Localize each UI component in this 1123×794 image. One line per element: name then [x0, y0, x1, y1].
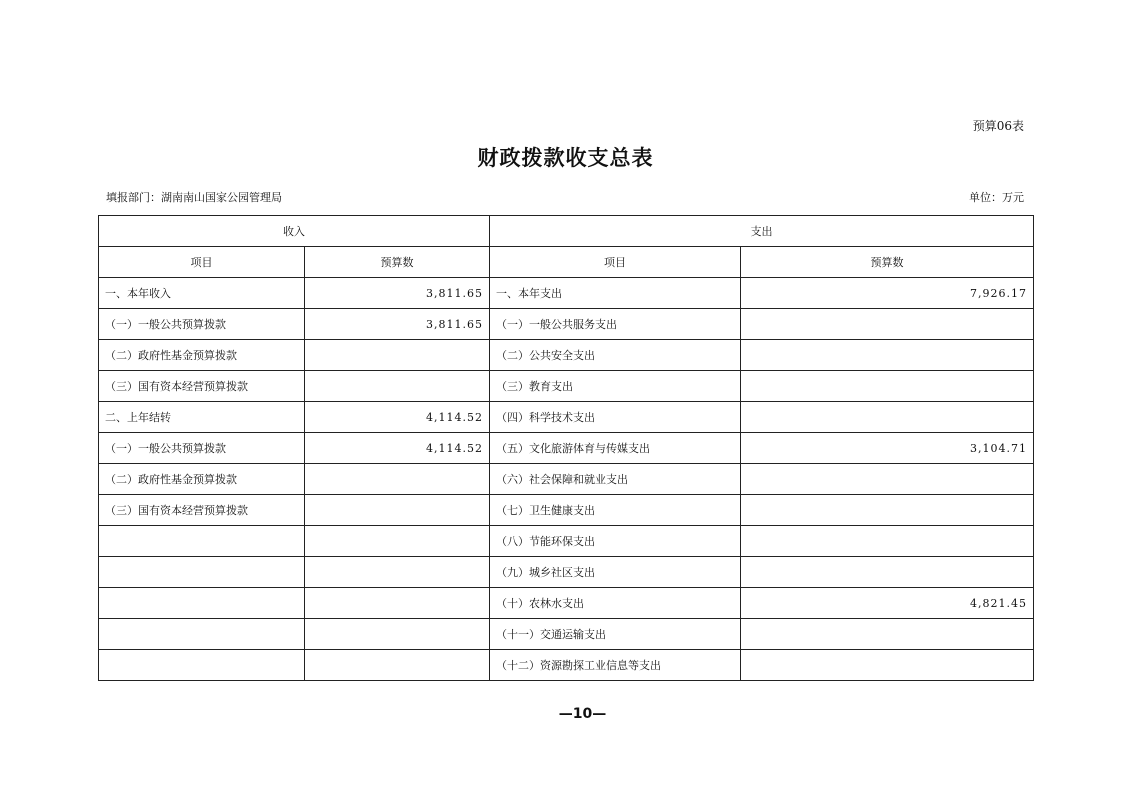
income-amount-cell	[305, 557, 490, 588]
reporting-department: 填报部门：湖南南山国家公园管理局	[106, 191, 282, 204]
expense-item-cell: （二）公共安全支出	[490, 340, 741, 371]
expense-amount-cell: 3,104.71	[741, 433, 1034, 464]
income-item-cell	[99, 650, 305, 681]
table-row	[99, 402, 1034, 433]
income-amount-cell	[305, 495, 490, 526]
table-row	[99, 371, 1034, 402]
expense-item-cell: （十）农林水支出	[490, 588, 741, 619]
expense-amount-cell	[741, 619, 1034, 650]
income-amount-header: 预算数	[305, 247, 490, 278]
income-amount-cell: 3,811.65	[305, 278, 490, 309]
income-amount-cell	[305, 371, 490, 402]
income-amount-cell	[305, 588, 490, 619]
expense-amount-cell: 4,821.45	[741, 588, 1034, 619]
income-amount-cell	[305, 650, 490, 681]
table-row	[99, 495, 1034, 526]
expense-item-cell: （一）一般公共服务支出	[490, 309, 741, 340]
expense-amount-cell	[741, 495, 1034, 526]
expense-amount-header: 预算数	[741, 247, 1034, 278]
income-item-cell: （二）政府性基金预算拨款	[99, 464, 305, 495]
expense-item-cell: （七）卫生健康支出	[490, 495, 741, 526]
income-amount-cell	[305, 464, 490, 495]
expense-item-header: 项目	[490, 247, 741, 278]
income-section-header: 收入	[99, 216, 490, 247]
table-row	[99, 526, 1034, 557]
income-amount-cell: 3,811.65	[305, 309, 490, 340]
table-row	[99, 588, 1034, 619]
expense-item-cell: （五）文化旅游体育与传媒支出	[490, 433, 741, 464]
expense-item-cell: （十一）交通运输支出	[490, 619, 741, 650]
table-row	[99, 619, 1034, 650]
column-header-row	[99, 247, 1034, 278]
expense-item-cell: （三）教育支出	[490, 371, 741, 402]
expense-amount-cell: 7,926.17	[741, 278, 1034, 309]
expense-item-cell: （九）城乡社区支出	[490, 557, 741, 588]
income-amount-cell	[305, 340, 490, 371]
income-amount-cell: 4,114.52	[305, 433, 490, 464]
budget-table	[98, 215, 1034, 681]
income-item-cell: 二、上年结转	[99, 402, 305, 433]
income-item-cell: 一、本年收入	[99, 278, 305, 309]
expense-item-cell: （四）科学技术支出	[490, 402, 741, 433]
table-row	[99, 650, 1034, 681]
expense-amount-cell	[741, 526, 1034, 557]
income-item-header: 项目	[99, 247, 305, 278]
income-item-cell: （二）政府性基金预算拨款	[99, 340, 305, 371]
section-header-row	[99, 216, 1034, 247]
expense-item-cell: （十二）资源勘探工业信息等支出	[490, 650, 741, 681]
expense-section-header: 支出	[490, 216, 1034, 247]
table-row	[99, 309, 1034, 340]
budget-table-body	[99, 216, 1034, 681]
income-item-cell: （三）国有资本经营预算拨款	[99, 495, 305, 526]
income-item-cell	[99, 526, 305, 557]
income-item-cell: （一）一般公共预算拨款	[99, 309, 305, 340]
form-number: 预算06表	[972, 119, 1024, 133]
table-row	[99, 340, 1034, 371]
income-item-cell	[99, 588, 305, 619]
expense-amount-cell	[741, 371, 1034, 402]
expense-amount-cell	[741, 402, 1034, 433]
expense-amount-cell	[741, 650, 1034, 681]
page-number: —10—	[558, 706, 607, 722]
expense-amount-cell	[741, 464, 1034, 495]
table-row	[99, 278, 1034, 309]
expense-amount-cell	[741, 309, 1034, 340]
expense-amount-cell	[741, 557, 1034, 588]
table-row	[99, 433, 1034, 464]
income-item-cell	[99, 557, 305, 588]
income-amount-cell: 4,114.52	[305, 402, 490, 433]
income-item-cell: （三）国有资本经营预算拨款	[99, 371, 305, 402]
expense-item-cell: （六）社会保障和就业支出	[490, 464, 741, 495]
table-row	[99, 557, 1034, 588]
unit-label: 单位：万元	[969, 191, 1024, 204]
income-item-cell	[99, 619, 305, 650]
income-amount-cell	[305, 526, 490, 557]
expense-amount-cell	[741, 340, 1034, 371]
income-item-cell: （一）一般公共预算拨款	[99, 433, 305, 464]
expense-item-cell: （八）节能环保支出	[490, 526, 741, 557]
expense-item-cell: 一、本年支出	[490, 278, 741, 309]
page-title: 财政拨款收支总表	[477, 145, 654, 170]
table-row	[99, 464, 1034, 495]
income-amount-cell	[305, 619, 490, 650]
